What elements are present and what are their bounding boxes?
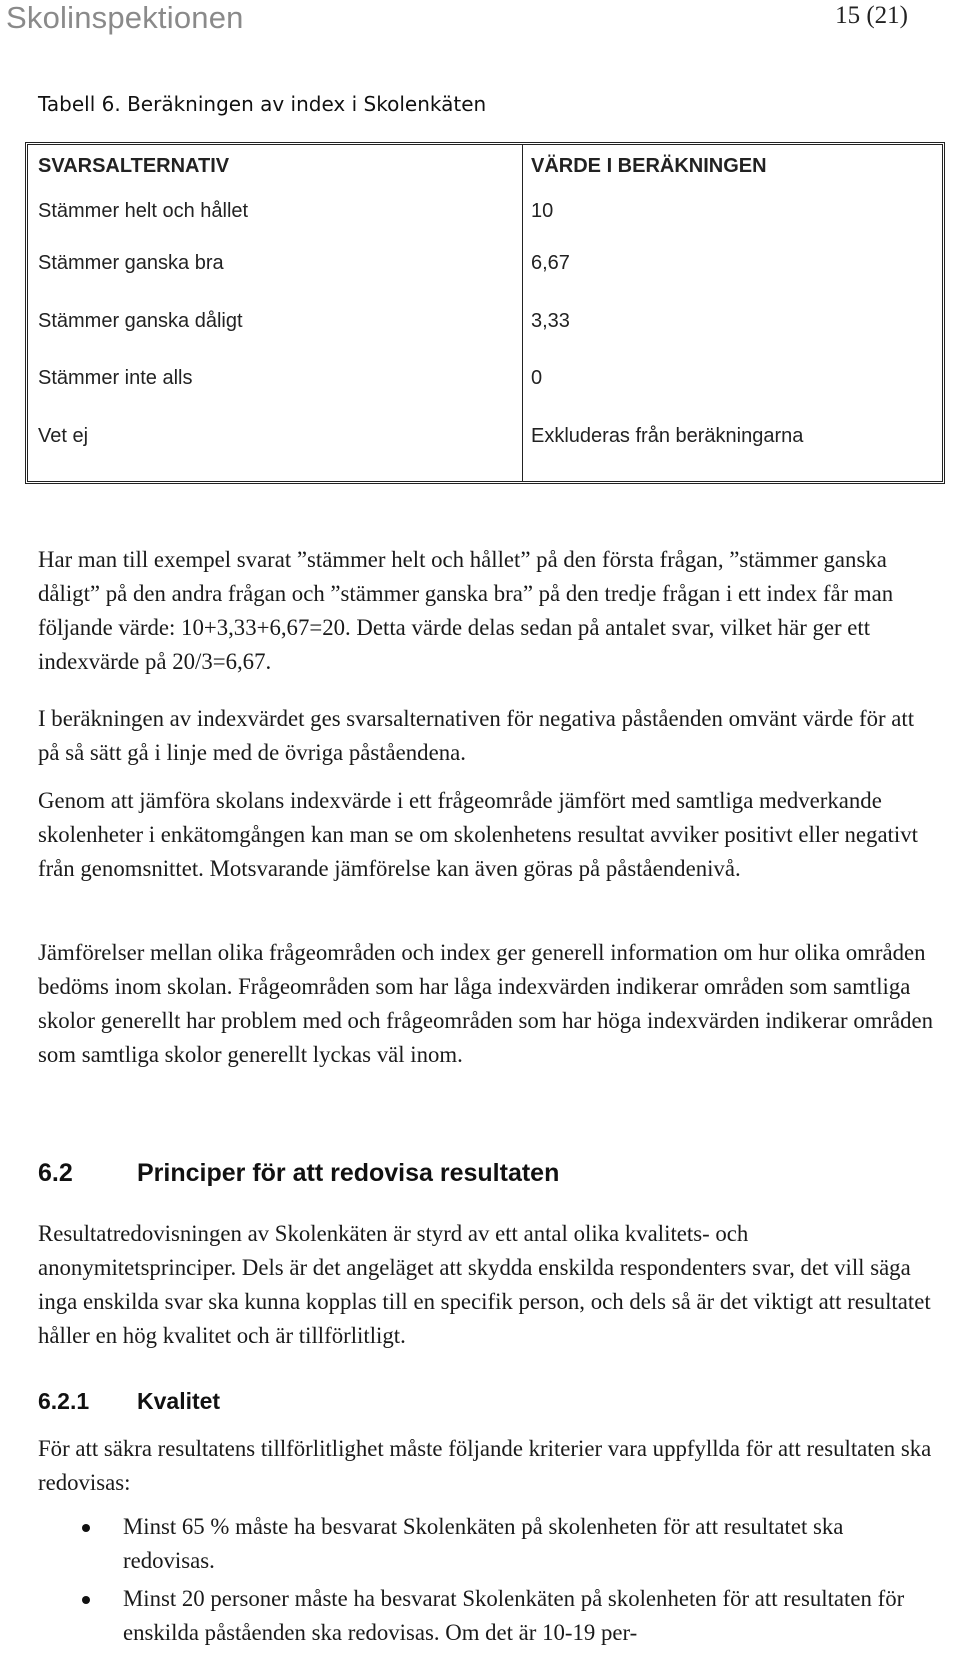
body-paragraph [38, 543, 938, 679]
table-cell: Stämmer helt och hållet [38, 200, 249, 222]
table-cell: Vet ej [38, 425, 89, 447]
table-cell: 6,67 [531, 252, 570, 274]
table-cell: Stämmer inte alls [38, 367, 193, 389]
header-brand: Skolinspektionen [6, 0, 244, 35]
paragraph-text: I beräkningen av indexvärdet ges svarsalternativen för negativa påståenden omvänt värde för att på så sätt gå i linje med de övriga påståendena. [38, 706, 915, 765]
list-item-text: Minst 65 % måste ha besvarat Skolenkäten på skolenheten för att resultatet ska redovisas. [123, 1514, 844, 1573]
list-item-text: Minst 20 personer måste ha besvarat Skolenkäten på skolenheten för att resultaten för enskilda påståenden ska redovisas. Om det är 10-19 per- [123, 1586, 905, 1645]
paragraph-text: Jämförelser mellan olika frågeområden och index ger generell information om hur olika områden bedöms inom skolan. Frågeområden som har låga indexvärden indikerar områden som samtliga skolor generellt har problem med och frågeområden som har höga indexvärden indikerar områden som samtliga skolor generellt lyckas väl inom. [38, 940, 934, 1067]
table-caption: Tabell 6. Beräkningen av index i Skolenkäten [38, 92, 487, 116]
list-item [0, 1582, 933, 1650]
paragraph-text: Resultatredovisningen av Skolenkäten är styrd av ett antal olika kvalitets- och anonymitetsprinciper. Dels är det angeläget att skydda enskilda respondenters svar, det vill säga inga enskilda svar ska kunna kopplas till en specifik person, och dels så är det viktigt att resultatet håller en hög kvalitet och är tillförlitligt. [38, 1221, 931, 1348]
section-heading [38, 1159, 559, 1188]
criteria-list [0, 1510, 960, 1654]
section-number: 6.2 [38, 1159, 73, 1187]
paragraph-text: För att säkra resultatens tillförlitlighet måste följande kriterier vara uppfyllda för att resultaten ska redovisas: [38, 1436, 932, 1495]
body-paragraph [38, 1432, 938, 1500]
paragraph-text: Har man till exempel svarat ”stämmer helt och hållet” på den första frågan, ”stämmer ganska dåligt” på den andra frågan och ”stämmer ganska bra” på den tredje frågan i ett index får man följande värde: 10+3,33+6,67=20. Detta värde delas sedan på antalet svar, vilket här ger ett indexvärde på 20/3=6,67. [38, 547, 894, 674]
table-cell: Stämmer ganska dåligt [38, 310, 243, 332]
list-item [0, 1510, 933, 1578]
table-cell: 3,33 [531, 310, 570, 332]
bullet-icon [82, 1596, 90, 1604]
table-cell: Stämmer ganska bra [38, 252, 224, 274]
body-paragraph [38, 784, 938, 886]
body-paragraph [38, 702, 938, 770]
bullet-icon [82, 1524, 90, 1532]
paragraph-text: Genom att jämföra skolans indexvärde i ett frågeområde jämfört med samtliga medverkande skolenheter i enkätomgången kan man se om skolenhetens resultat avviker positivt eller negativt från genomsnittet. Motsvarande jämförelse kan även göras på påståendenivå. [38, 788, 918, 881]
table-cell: 0 [531, 367, 543, 389]
section-title: Principer för att redovisa resultaten [137, 1159, 560, 1187]
table-cell: 10 [531, 200, 554, 222]
index-table [25, 142, 945, 484]
table-column-divider [522, 145, 523, 481]
table-header-cell: VÄRDE I BERÄKNINGEN [531, 155, 767, 177]
page-number: 15 (21) [835, 2, 908, 29]
body-paragraph [38, 1217, 938, 1353]
subsection-heading [38, 1388, 220, 1415]
subsection-title: Kvalitet [137, 1388, 221, 1414]
table-header-cell: SVARSALTERNATIV [38, 155, 230, 177]
table-cell: Exkluderas från beräkningarna [531, 425, 804, 447]
subsection-number: 6.2.1 [38, 1388, 90, 1414]
body-paragraph [38, 936, 938, 1072]
